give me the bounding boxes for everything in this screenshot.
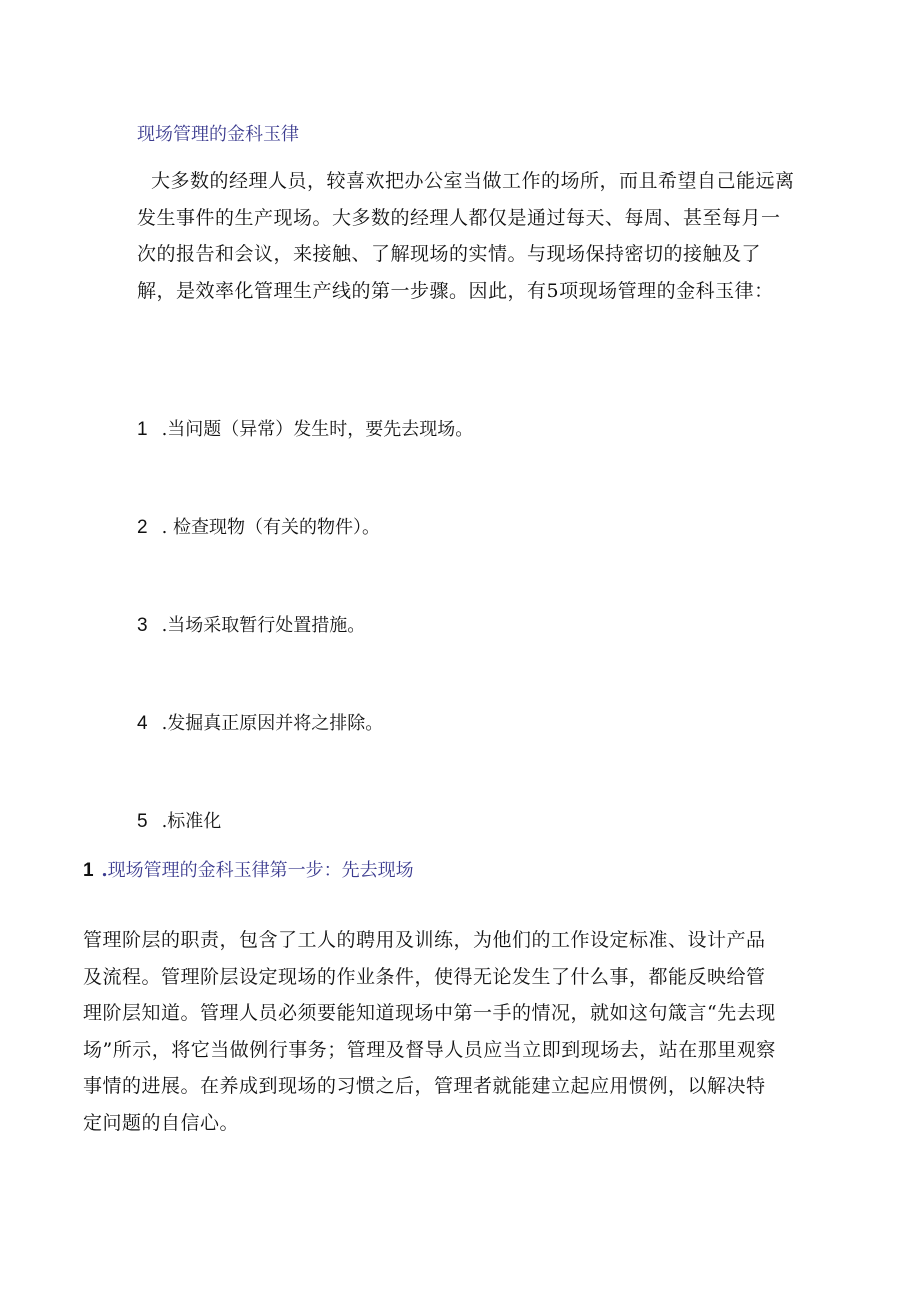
document-title: 现场管理的金科玉律 xyxy=(137,124,299,145)
rule-item-3 xyxy=(137,611,365,637)
rule-text: . 检查现物（有关的物件）。 xyxy=(161,517,381,538)
rule-text: .当问题（异常）发生时，要先去现场。 xyxy=(161,419,474,440)
intro-paragraph: 大多数的经理人员，较喜欢把办公室当做工作的场所，而且希望自己能远离发生事件的生产现场。大多数的经理人都仅是通过每天、每周、甚至每月一次的报告和会议，来接触、了解现场的实情。与现场保持密切的接触及了解，是效率化管理生产线的第一步骤。因此，有5项现场管理的金科玉律： xyxy=(137,170,795,302)
section-heading xyxy=(83,856,414,882)
body-paragraph: 管理阶层的职责，包含了工人的聘用及训练，为他们的工作设定标准、设计产品及流程。管理阶层设定现场的作业条件，使得无论发生了什么事，都能反映给管理阶层知道。管理人员必须要能知道现场中第一手的情况，就如这句箴言“先去现场”所示，将它当做例行事务；管理及督导人员应当立即到现场去，站在那里观察事情的进展。在养成到现场的习惯之后，管理者就能建立起应用惯例，以解决特定问题的自信心。 xyxy=(83,929,776,1134)
rule-number: 5 xyxy=(137,811,148,832)
section-heading-text: 现场管理的金科玉律第一步：先去现场 xyxy=(107,860,414,881)
section-number: 1 xyxy=(83,860,94,881)
rule-item-5 xyxy=(137,807,221,833)
rule-text: .当场采取暂行处置措施。 xyxy=(161,615,366,636)
rule-item-4 xyxy=(137,709,383,735)
rule-item-2 xyxy=(137,513,380,539)
rule-text: .标准化 xyxy=(161,811,222,832)
rule-number: 2 xyxy=(137,517,148,538)
rule-number: 4 xyxy=(137,713,148,734)
rule-number: 3 xyxy=(137,615,148,636)
section-dot: . xyxy=(101,860,108,881)
rule-text: .发掘真正原因并将之排除。 xyxy=(161,713,384,734)
rule-item-1 xyxy=(137,415,473,441)
rule-number: 1 xyxy=(137,419,148,440)
